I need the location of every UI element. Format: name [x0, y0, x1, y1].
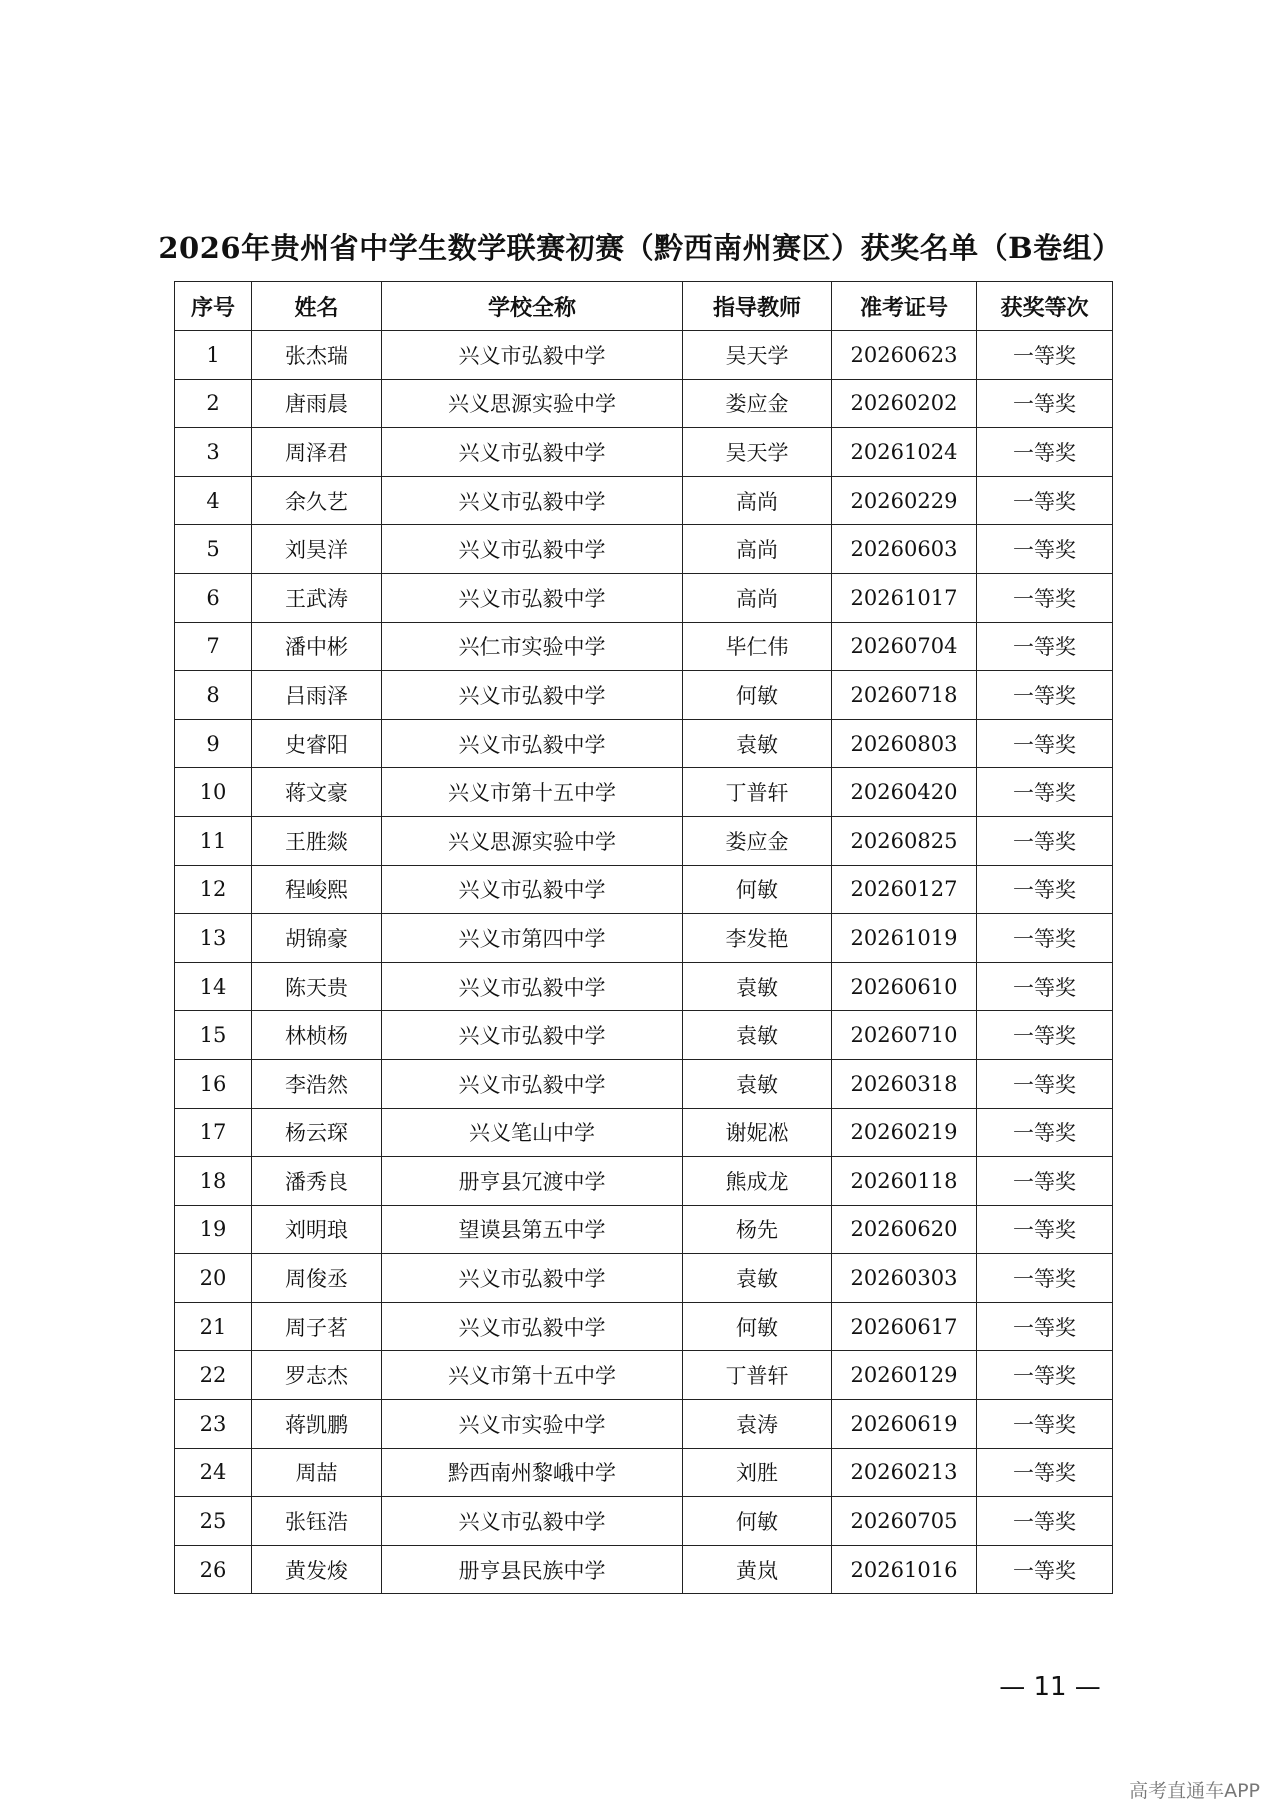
header-award: 获奖等次 [977, 282, 1113, 331]
cell-index: 5 [175, 525, 252, 574]
watermark: 高考直通车APP [1129, 1780, 1260, 1802]
cell-school: 兴义市实验中学 [382, 1400, 683, 1449]
cell-index: 1 [175, 331, 252, 380]
cell-award: 一等奖 [977, 816, 1113, 865]
cell-exam-id: 20260704 [832, 622, 977, 671]
cell-exam-id: 20260623 [832, 331, 977, 380]
cell-teacher: 袁涛 [683, 1400, 832, 1449]
cell-teacher: 黄岚 [683, 1545, 832, 1594]
cell-name: 潘秀良 [252, 1157, 382, 1206]
table-row [175, 331, 1113, 380]
cell-exam-id: 20260229 [832, 476, 977, 525]
cell-name: 蒋文豪 [252, 768, 382, 817]
cell-teacher: 高尚 [683, 573, 832, 622]
cell-name: 陈天贵 [252, 962, 382, 1011]
table-row [175, 1205, 1113, 1254]
cell-school: 兴义市弘毅中学 [382, 525, 683, 574]
cell-award: 一等奖 [977, 1302, 1113, 1351]
cell-name: 刘明琅 [252, 1205, 382, 1254]
cell-name: 程峻熙 [252, 865, 382, 914]
cell-exam-id: 20261024 [832, 428, 977, 477]
cell-exam-id: 20260219 [832, 1108, 977, 1157]
cell-name: 张杰瑞 [252, 331, 382, 380]
cell-award: 一等奖 [977, 1205, 1113, 1254]
cell-school: 兴义市弘毅中学 [382, 573, 683, 622]
cell-exam-id: 20260303 [832, 1254, 977, 1303]
table-row [175, 573, 1113, 622]
cell-exam-id: 20260610 [832, 962, 977, 1011]
cell-school: 兴义市弘毅中学 [382, 962, 683, 1011]
cell-award: 一等奖 [977, 573, 1113, 622]
cell-name: 胡锦豪 [252, 914, 382, 963]
cell-school: 兴义思源实验中学 [382, 379, 683, 428]
table-row [175, 1545, 1113, 1594]
cell-index: 3 [175, 428, 252, 477]
cell-name: 王胜燚 [252, 816, 382, 865]
cell-exam-id: 20260617 [832, 1302, 977, 1351]
cell-award: 一等奖 [977, 865, 1113, 914]
cell-school: 兴义市第四中学 [382, 914, 683, 963]
cell-school: 兴义市弘毅中学 [382, 719, 683, 768]
awards-table [174, 281, 1113, 1594]
cell-index: 19 [175, 1205, 252, 1254]
cell-index: 11 [175, 816, 252, 865]
cell-name: 刘昊洋 [252, 525, 382, 574]
cell-index: 4 [175, 476, 252, 525]
cell-award: 一等奖 [977, 476, 1113, 525]
cell-award: 一等奖 [977, 1400, 1113, 1449]
cell-index: 22 [175, 1351, 252, 1400]
table-row [175, 865, 1113, 914]
cell-index: 9 [175, 719, 252, 768]
cell-name: 杨云琛 [252, 1108, 382, 1157]
cell-teacher: 丁普轩 [683, 768, 832, 817]
cell-school: 兴义市弘毅中学 [382, 476, 683, 525]
cell-school: 兴义市弘毅中学 [382, 331, 683, 380]
cell-award: 一等奖 [977, 719, 1113, 768]
cell-name: 周子茗 [252, 1302, 382, 1351]
cell-teacher: 熊成龙 [683, 1157, 832, 1206]
cell-award: 一等奖 [977, 428, 1113, 477]
table-row [175, 1059, 1113, 1108]
cell-teacher: 袁敏 [683, 1254, 832, 1303]
cell-school: 黔西南州黎峨中学 [382, 1448, 683, 1497]
cell-award: 一等奖 [977, 622, 1113, 671]
cell-index: 18 [175, 1157, 252, 1206]
cell-exam-id: 20260420 [832, 768, 977, 817]
cell-award: 一等奖 [977, 331, 1113, 380]
cell-teacher: 李发艳 [683, 914, 832, 963]
cell-exam-id: 20260803 [832, 719, 977, 768]
cell-award: 一等奖 [977, 379, 1113, 428]
cell-name: 余久艺 [252, 476, 382, 525]
table-row [175, 1448, 1113, 1497]
cell-index: 25 [175, 1497, 252, 1546]
cell-award: 一等奖 [977, 1545, 1113, 1594]
page-number: — 11 — [999, 1672, 1101, 1702]
cell-award: 一等奖 [977, 525, 1113, 574]
table-row [175, 428, 1113, 477]
cell-name: 张钰浩 [252, 1497, 382, 1546]
cell-award: 一等奖 [977, 1497, 1113, 1546]
cell-award: 一等奖 [977, 1254, 1113, 1303]
header-name: 姓名 [252, 282, 382, 331]
cell-teacher: 何敏 [683, 671, 832, 720]
table-row [175, 816, 1113, 865]
cell-teacher: 吴天学 [683, 331, 832, 380]
cell-school: 兴义市弘毅中学 [382, 865, 683, 914]
cell-name: 潘中彬 [252, 622, 382, 671]
cell-index: 14 [175, 962, 252, 1011]
cell-teacher: 袁敏 [683, 719, 832, 768]
cell-exam-id: 20260603 [832, 525, 977, 574]
cell-index: 17 [175, 1108, 252, 1157]
cell-school: 兴仁市实验中学 [382, 622, 683, 671]
cell-award: 一等奖 [977, 768, 1113, 817]
cell-school: 望谟县第五中学 [382, 1205, 683, 1254]
cell-name: 周喆 [252, 1448, 382, 1497]
table-row [175, 1302, 1113, 1351]
cell-school: 兴义市第十五中学 [382, 1351, 683, 1400]
cell-name: 王武涛 [252, 573, 382, 622]
table-row [175, 962, 1113, 1011]
table-header-row [175, 282, 1113, 331]
cell-name: 罗志杰 [252, 1351, 382, 1400]
table-row [175, 622, 1113, 671]
cell-teacher: 丁普轩 [683, 1351, 832, 1400]
cell-index: 2 [175, 379, 252, 428]
document-title: 2026年贵州省中学生数学联赛初赛（黔西南州赛区）获奖名单（B卷组） [158, 231, 1122, 265]
cell-teacher: 娄应金 [683, 379, 832, 428]
cell-name: 史睿阳 [252, 719, 382, 768]
cell-school: 兴义市弘毅中学 [382, 1254, 683, 1303]
cell-exam-id: 20260127 [832, 865, 977, 914]
cell-name: 蒋凯鹏 [252, 1400, 382, 1449]
cell-school: 兴义市弘毅中学 [382, 671, 683, 720]
cell-award: 一等奖 [977, 1351, 1113, 1400]
cell-exam-id: 20261017 [832, 573, 977, 622]
cell-award: 一等奖 [977, 1157, 1113, 1206]
table-row [175, 379, 1113, 428]
table-row [175, 768, 1113, 817]
cell-exam-id: 20260718 [832, 671, 977, 720]
cell-index: 13 [175, 914, 252, 963]
cell-exam-id: 20260825 [832, 816, 977, 865]
cell-award: 一等奖 [977, 1059, 1113, 1108]
table-row [175, 719, 1113, 768]
table-row [175, 1011, 1113, 1060]
cell-name: 林桢杨 [252, 1011, 382, 1060]
cell-award: 一等奖 [977, 671, 1113, 720]
cell-teacher: 袁敏 [683, 1011, 832, 1060]
cell-school: 册亨县冗渡中学 [382, 1157, 683, 1206]
cell-exam-id: 20260318 [832, 1059, 977, 1108]
cell-name: 唐雨晨 [252, 379, 382, 428]
cell-school: 兴义思源实验中学 [382, 816, 683, 865]
cell-index: 21 [175, 1302, 252, 1351]
cell-name: 周泽君 [252, 428, 382, 477]
cell-exam-id: 20260705 [832, 1497, 977, 1546]
cell-index: 6 [175, 573, 252, 622]
cell-school: 兴义市弘毅中学 [382, 428, 683, 477]
cell-exam-id: 20260129 [832, 1351, 977, 1400]
cell-name: 李浩然 [252, 1059, 382, 1108]
table-row [175, 1497, 1113, 1546]
cell-name: 吕雨泽 [252, 671, 382, 720]
header-index: 序号 [175, 282, 252, 331]
cell-exam-id: 20260202 [832, 379, 977, 428]
cell-school: 兴义市弘毅中学 [382, 1011, 683, 1060]
cell-teacher: 何敏 [683, 865, 832, 914]
cell-index: 10 [175, 768, 252, 817]
table-row [175, 914, 1113, 963]
cell-exam-id: 20260619 [832, 1400, 977, 1449]
cell-award: 一等奖 [977, 1011, 1113, 1060]
header-exam-id: 准考证号 [832, 282, 977, 331]
cell-teacher: 何敏 [683, 1302, 832, 1351]
cell-teacher: 杨先 [683, 1205, 832, 1254]
cell-index: 20 [175, 1254, 252, 1303]
cell-school: 兴义市弘毅中学 [382, 1497, 683, 1546]
cell-exam-id: 20260213 [832, 1448, 977, 1497]
table-row [175, 1108, 1113, 1157]
table-row [175, 1157, 1113, 1206]
cell-index: 15 [175, 1011, 252, 1060]
cell-school: 兴义笔山中学 [382, 1108, 683, 1157]
table-row [175, 1351, 1113, 1400]
cell-teacher: 袁敏 [683, 1059, 832, 1108]
cell-teacher: 毕仁伟 [683, 622, 832, 671]
cell-exam-id: 20260710 [832, 1011, 977, 1060]
cell-school: 兴义市弘毅中学 [382, 1302, 683, 1351]
cell-school: 兴义市第十五中学 [382, 768, 683, 817]
cell-teacher: 袁敏 [683, 962, 832, 1011]
cell-name: 周俊丞 [252, 1254, 382, 1303]
cell-index: 16 [175, 1059, 252, 1108]
table-row [175, 525, 1113, 574]
table-row [175, 476, 1113, 525]
cell-teacher: 谢妮凇 [683, 1108, 832, 1157]
header-school: 学校全称 [382, 282, 683, 331]
cell-award: 一等奖 [977, 962, 1113, 1011]
cell-award: 一等奖 [977, 914, 1113, 963]
cell-award: 一等奖 [977, 1448, 1113, 1497]
cell-teacher: 吴天学 [683, 428, 832, 477]
table-row [175, 1254, 1113, 1303]
header-teacher: 指导教师 [683, 282, 832, 331]
cell-exam-id: 20261019 [832, 914, 977, 963]
cell-teacher: 娄应金 [683, 816, 832, 865]
cell-exam-id: 20260118 [832, 1157, 977, 1206]
table-body [175, 331, 1113, 1594]
cell-index: 7 [175, 622, 252, 671]
cell-teacher: 刘胜 [683, 1448, 832, 1497]
cell-teacher: 高尚 [683, 476, 832, 525]
cell-index: 24 [175, 1448, 252, 1497]
cell-school: 册亨县民族中学 [382, 1545, 683, 1594]
cell-index: 8 [175, 671, 252, 720]
cell-teacher: 高尚 [683, 525, 832, 574]
cell-name: 黄发焌 [252, 1545, 382, 1594]
cell-exam-id: 20260620 [832, 1205, 977, 1254]
cell-index: 26 [175, 1545, 252, 1594]
cell-teacher: 何敏 [683, 1497, 832, 1546]
cell-school: 兴义市弘毅中学 [382, 1059, 683, 1108]
cell-award: 一等奖 [977, 1108, 1113, 1157]
cell-index: 12 [175, 865, 252, 914]
cell-index: 23 [175, 1400, 252, 1449]
table-row [175, 1400, 1113, 1449]
table-row [175, 671, 1113, 720]
cell-exam-id: 20261016 [832, 1545, 977, 1594]
